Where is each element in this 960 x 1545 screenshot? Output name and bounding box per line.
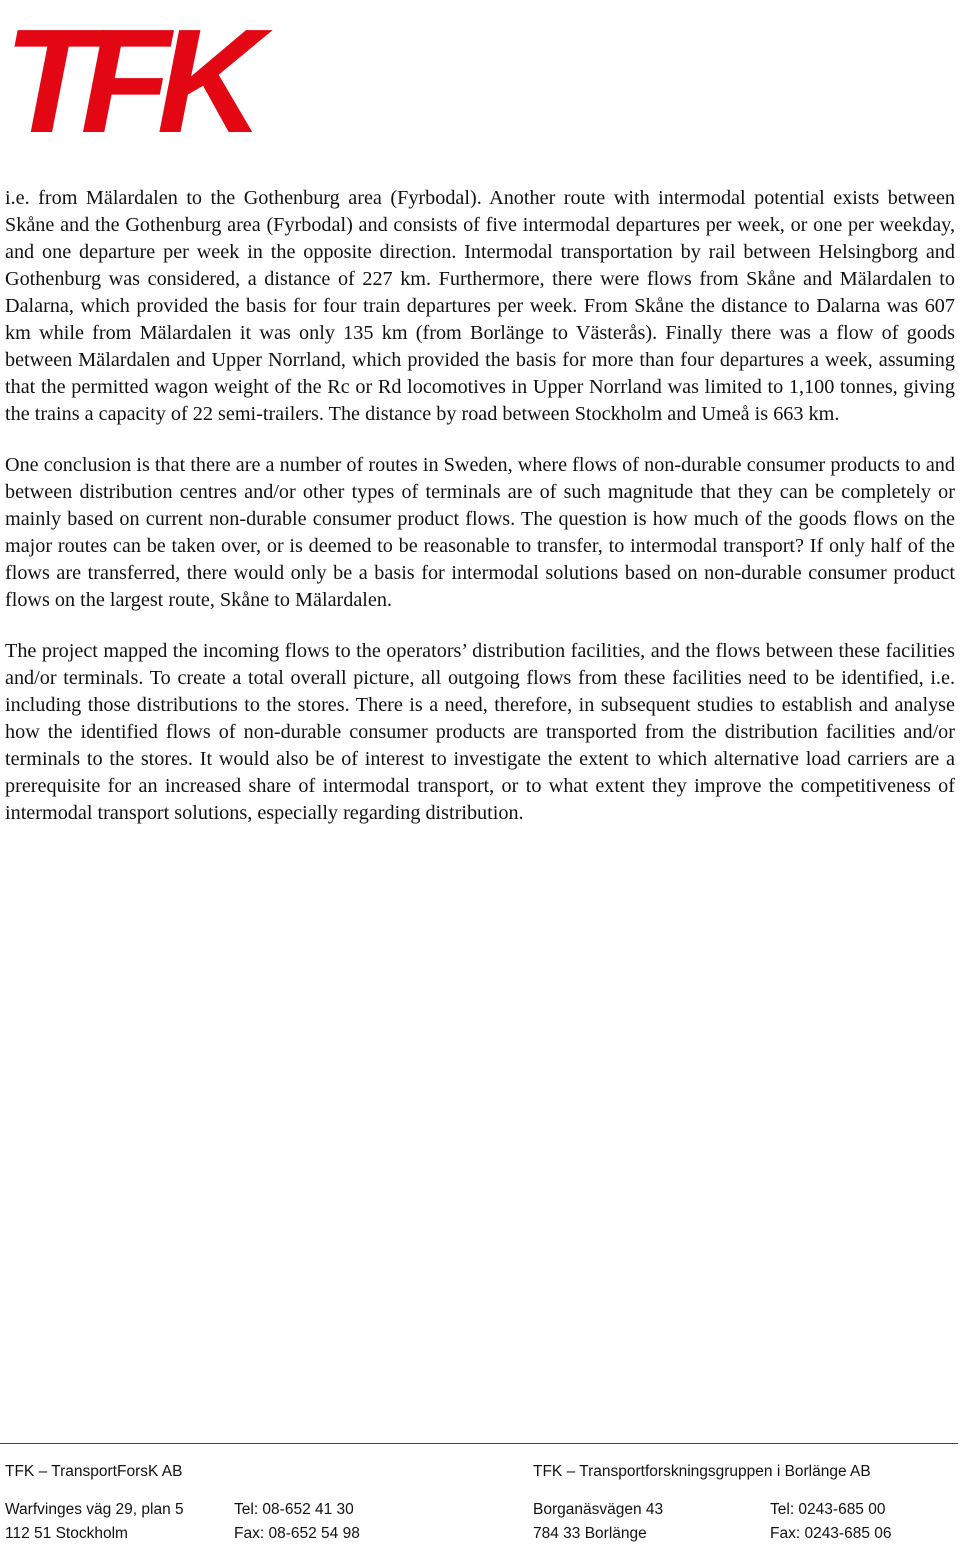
footer-right-fax: Fax: 0243-685 06 [770,1525,892,1542]
logo-text: TFK [4,0,250,164]
page-footer [0,1443,960,1543]
footer-left-city: 112 51 Stockholm [5,1525,128,1542]
footer-left-fax: Fax: 08-652 54 98 [234,1525,360,1542]
footer-right-org: TFK – Transportforskningsgruppen i Borlänge AB [533,1463,871,1480]
document-body [5,185,955,851]
footer-left-org: TFK – TransportForsK AB [5,1463,183,1480]
tfk-logo-mark [4,0,250,164]
paragraph: i.e. from Mälardalen to the Gothenburg area (Fyrbodal). Another route with intermodal potential exists between Skåne and the Gothenburg area (Fyrbodal) and consists of five intermodal departures per week, or one per weekday, and one departure per week in the opposite direction. Intermodal transportation by rail between Helsingborg and Gothenburg was considered, a distance of 227 km. Furthermore, there were flows from Skåne and Mälardalen to Dalarna, which provided the basis for four train departures per week. From Skåne the distance to Dalarna was 607 km while from Mälardalen it was only 135 km (from Borlänge to Västerås). Finally there was a flow of goods between Mälardalen and Upper Norrland, which provided the basis for more than four departures a week, assuming that the permitted wagon weight of the Rc or Rd locomotives in Upper Norrland was limited to 1,100 tonnes, giving the trains a capacity of 22 semi-trailers. The distance by road between Stockholm and Umeå is 663 km. [5,187,955,425]
paragraph: The project mapped the incoming flows to the operators’ distribution facilities, and the flows between these facilities and/or terminals. To create a total overall picture, all outgoing flows from these facilities need to be identified, i.e. including those distributions to the stores. There is a need, therefore, in subsequent studies to establish and analyse how the identified flows of non-durable consumer products are transported from the distribution facilities and/or terminals to the stores. It would also be of interest to investigate the extent to which alternative load carriers are a prerequisite for an increased share of intermodal transport, or to what extent they improve the competitiveness of intermodal transport solutions, especially regarding distribution. [5,640,955,824]
footer-right-city: 784 33 Borlänge [533,1525,647,1542]
paragraph: One conclusion is that there are a number of routes in Sweden, where flows of non-durable consumer products to and between distribution centres and/or other types of terminals are of such magnitude that they can be completely or mainly based on current non-durable consumer product flows. The question is how much of the goods flows on the major routes can be taken over, or is deemed to be reasonable to transfer, to intermodal transport? If only half of the flows are transferred, there would only be a basis for intermodal solutions based on non-durable consumer product flows on the largest route, Skåne to Mälardalen. [5,454,955,611]
footer-right-tel: Tel: 0243-685 00 [770,1501,886,1518]
footer-left-tel: Tel: 08-652 41 30 [234,1501,354,1518]
footer-right-street: Borganäsvägen 43 [533,1501,664,1518]
tfk-logo [4,0,250,164]
footer-left-street: Warfvinges väg 29, plan 5 [5,1501,184,1518]
